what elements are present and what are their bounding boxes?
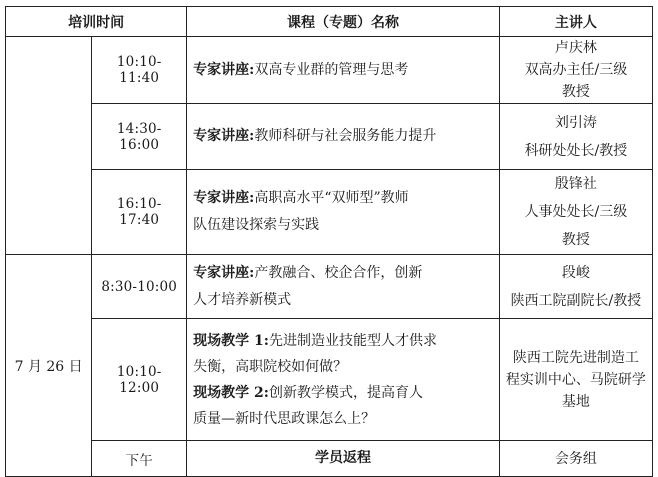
course-tag: 专家讲座: (193, 190, 255, 206)
speaker-cell (499, 319, 652, 441)
course-line: 失衡，高职院校如何做？ (193, 358, 348, 375)
course-line: 先进制造业技能型人才供求 (268, 332, 437, 349)
speaker-cell (499, 104, 652, 170)
time-cell: 10:10-11:40 (92, 37, 187, 104)
table-row (6, 255, 653, 319)
speaker-line: 卢庆林 (554, 40, 597, 56)
course-tag: 现场教学 1: (193, 332, 269, 349)
date-cell-empty (6, 37, 92, 255)
course-title: 学员返程 (315, 450, 371, 466)
speaker-cell (499, 170, 652, 255)
course-cell (187, 255, 500, 319)
speaker-line: 段峻 (561, 264, 590, 281)
time-cell: 8:30-10:00 (92, 255, 187, 319)
speaker-line: 人事处处长/三级 (524, 204, 628, 220)
speaker-line: 教授 (561, 232, 590, 248)
speaker-line: 殷锋社 (554, 176, 597, 192)
speaker-cell: 会务组 (499, 441, 652, 477)
course-cell (187, 441, 500, 477)
course-line: 质量—新时代思政课怎么上？ (193, 410, 376, 427)
speaker-line: 刘引涛 (554, 114, 597, 131)
course-title: 教师科研与社会服务能力提升 (254, 128, 437, 144)
speaker-line: 程实训中心、马院研学 (505, 371, 646, 388)
course-line: 产教融合、校企合作，创新 (254, 264, 423, 281)
speaker-line: 陕西工院副院长/教授 (510, 292, 642, 309)
header-time: 培训时间 (6, 7, 187, 37)
table-row (6, 441, 653, 477)
course-line: 队伍建设探索与实践 (193, 217, 320, 233)
course-tag: 专家讲座: (193, 128, 255, 144)
time-cell: 10:10-12:00 (92, 319, 187, 441)
table-row (6, 104, 653, 170)
table-row (6, 170, 653, 255)
table-row (6, 319, 653, 441)
course-tag: 专家讲座: (193, 61, 255, 78)
date-cell: 7 月 26 日 (6, 255, 92, 477)
course-line: 创新教学模式，提高育人 (268, 384, 423, 401)
course-title: 双高专业群的管理与思考 (254, 61, 409, 78)
speaker-line: 陕西工院先进制造工 (512, 349, 639, 366)
time-cell: 16:10-17:40 (92, 170, 187, 255)
course-cell (187, 319, 500, 441)
course-cell (187, 104, 500, 170)
course-cell (187, 170, 500, 255)
time-cell: 14:30-16:00 (92, 104, 187, 170)
speaker-line: 双高办主任/三级 (524, 62, 628, 78)
header-row (6, 7, 653, 37)
speaker-cell (499, 255, 652, 319)
speaker-line: 科研处处长/教授 (524, 142, 628, 159)
schedule-table (5, 6, 653, 477)
speaker-cell (499, 37, 652, 104)
course-line: 人才培养新模式 (193, 291, 292, 308)
header-speaker: 主讲人 (499, 7, 652, 37)
table-row (6, 37, 653, 104)
course-cell (187, 37, 500, 104)
header-course: 课程（专题）名称 (187, 7, 500, 37)
speaker-line: 基地 (561, 393, 590, 410)
course-line: 高职高水平“双师型”教师 (254, 190, 409, 206)
speaker-line: 教授 (561, 84, 590, 100)
time-cell: 下午 (92, 441, 187, 477)
course-tag: 专家讲座: (193, 264, 255, 281)
course-tag: 现场教学 2: (193, 384, 269, 401)
